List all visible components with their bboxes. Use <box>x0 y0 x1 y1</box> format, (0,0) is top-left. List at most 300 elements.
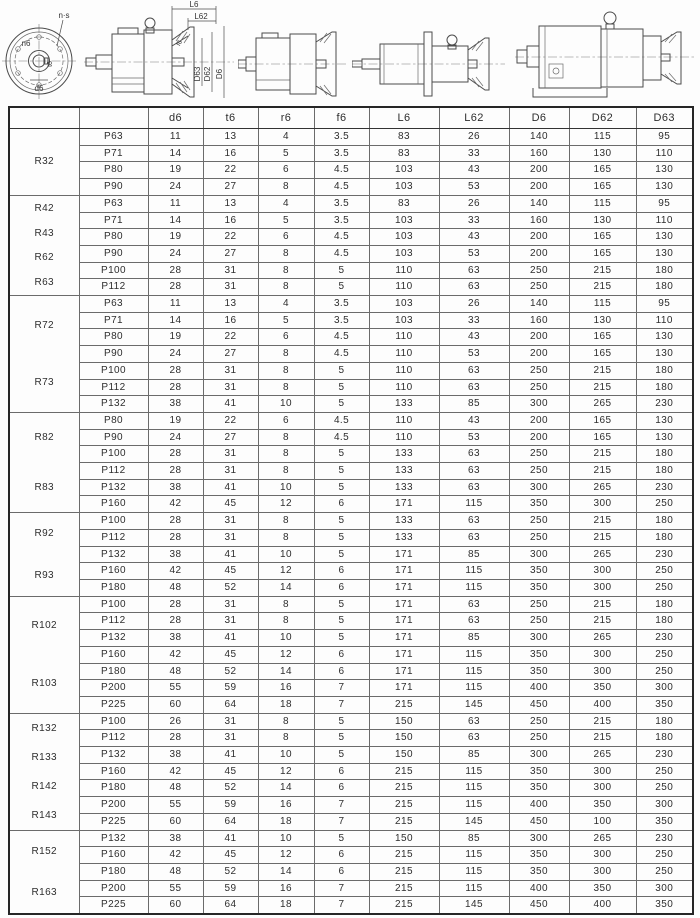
value-cell: 180 <box>636 362 693 379</box>
value-cell: 180 <box>636 596 693 613</box>
value-cell: 31 <box>203 463 258 480</box>
value-cell: 45 <box>203 646 258 663</box>
value-cell: 59 <box>203 880 258 897</box>
side-view-dimensioned <box>84 0 236 103</box>
value-cell: 12 <box>258 763 314 780</box>
value-cell: 53 <box>439 346 509 363</box>
value-cell: 180 <box>636 446 693 463</box>
value-cell: 5 <box>314 546 369 563</box>
value-cell: 6 <box>258 412 314 429</box>
value-cell: 165 <box>569 429 636 446</box>
value-cell: 85 <box>439 747 509 764</box>
value-cell: 38 <box>148 630 203 647</box>
model-cell: P71 <box>79 212 148 229</box>
value-cell: 171 <box>369 596 439 613</box>
value-cell: 250 <box>509 279 569 296</box>
value-cell: 180 <box>636 713 693 730</box>
value-cell: 5 <box>314 463 369 480</box>
value-cell: 28 <box>148 730 203 747</box>
table-row <box>9 412 693 429</box>
value-cell: 28 <box>148 596 203 613</box>
value-cell: 24 <box>148 429 203 446</box>
value-cell: 5 <box>314 830 369 847</box>
value-cell: 5 <box>258 312 314 329</box>
model-cell: P132 <box>79 830 148 847</box>
table-row <box>9 563 693 580</box>
value-cell: 100 <box>569 813 636 830</box>
value-cell: 250 <box>509 463 569 480</box>
side-view-compact <box>238 24 348 102</box>
value-cell: 63 <box>439 730 509 747</box>
value-cell: 171 <box>369 663 439 680</box>
dim-l62-label: L62 <box>194 12 208 21</box>
group-label: R62 <box>34 252 55 264</box>
value-cell: 130 <box>636 179 693 196</box>
value-cell: 265 <box>569 830 636 847</box>
value-cell: 8 <box>258 446 314 463</box>
value-cell: 14 <box>148 212 203 229</box>
value-cell: 133 <box>369 463 439 480</box>
value-cell: 22 <box>203 329 258 346</box>
flange-bolt-note-label: n·s <box>58 11 70 20</box>
value-cell: 8 <box>258 279 314 296</box>
flange-d6-label: d6 <box>34 84 44 93</box>
table-row <box>9 596 693 613</box>
value-cell: 350 <box>509 496 569 513</box>
table-row <box>9 212 693 229</box>
value-cell: 41 <box>203 630 258 647</box>
value-cell: 250 <box>636 780 693 797</box>
value-cell: 28 <box>148 613 203 630</box>
value-cell: 31 <box>203 730 258 747</box>
value-cell: 95 <box>636 296 693 313</box>
value-cell: 52 <box>203 863 258 880</box>
value-cell: 26 <box>439 195 509 212</box>
value-cell: 5 <box>314 446 369 463</box>
value-cell: 250 <box>509 596 569 613</box>
value-cell: 115 <box>439 496 509 513</box>
value-cell: 200 <box>509 245 569 262</box>
value-cell: 41 <box>203 546 258 563</box>
table-row <box>9 496 693 513</box>
value-cell: 42 <box>148 563 203 580</box>
value-cell: 24 <box>148 346 203 363</box>
value-cell: 350 <box>509 663 569 680</box>
value-cell: 130 <box>636 429 693 446</box>
column-header: f6 <box>314 107 369 129</box>
model-cell: P160 <box>79 763 148 780</box>
value-cell: 215 <box>369 763 439 780</box>
flange-t6-label: t6 <box>47 61 54 67</box>
table-row <box>9 579 693 596</box>
model-cell: P90 <box>79 429 148 446</box>
value-cell: 250 <box>509 529 569 546</box>
value-cell: 140 <box>509 129 569 146</box>
value-cell: 171 <box>369 496 439 513</box>
value-cell: 300 <box>509 396 569 413</box>
model-cell: P180 <box>79 780 148 797</box>
group-label: R93 <box>34 569 55 581</box>
value-cell: 160 <box>509 312 569 329</box>
value-cell: 115 <box>439 646 509 663</box>
value-cell: 26 <box>439 296 509 313</box>
value-cell: 115 <box>439 797 509 814</box>
value-cell: 300 <box>569 863 636 880</box>
table-row <box>9 780 693 797</box>
value-cell: 27 <box>203 245 258 262</box>
group-label-cell <box>9 830 79 914</box>
value-cell: 200 <box>509 412 569 429</box>
model-cell: P90 <box>79 179 148 196</box>
table-row <box>9 646 693 663</box>
group-label: R42 <box>34 202 55 214</box>
value-cell: 103 <box>369 312 439 329</box>
model-cell: P80 <box>79 229 148 246</box>
value-cell: 250 <box>636 646 693 663</box>
value-cell: 350 <box>636 897 693 914</box>
column-header: L62 <box>439 107 509 129</box>
value-cell: 48 <box>148 863 203 880</box>
column-header: L6 <box>369 107 439 129</box>
value-cell: 350 <box>509 763 569 780</box>
value-cell: 250 <box>509 446 569 463</box>
value-cell: 140 <box>509 195 569 212</box>
value-cell: 5 <box>314 396 369 413</box>
value-cell: 200 <box>509 162 569 179</box>
value-cell: 31 <box>203 529 258 546</box>
table-row <box>9 797 693 814</box>
value-cell: 300 <box>569 646 636 663</box>
value-cell: 27 <box>203 179 258 196</box>
value-cell: 115 <box>439 763 509 780</box>
value-cell: 115 <box>439 579 509 596</box>
value-cell: 16 <box>258 880 314 897</box>
value-cell: 48 <box>148 579 203 596</box>
value-cell: 215 <box>369 863 439 880</box>
technical-drawings <box>0 0 700 105</box>
group-label: R132 <box>31 722 57 734</box>
value-cell: 63 <box>439 513 509 530</box>
value-cell: 38 <box>148 396 203 413</box>
model-cell: P132 <box>79 479 148 496</box>
model-cell: P160 <box>79 563 148 580</box>
value-cell: 8 <box>258 596 314 613</box>
value-cell: 130 <box>636 162 693 179</box>
value-cell: 12 <box>258 496 314 513</box>
value-cell: 83 <box>369 129 439 146</box>
value-cell: 5 <box>314 513 369 530</box>
value-cell: 5 <box>314 262 369 279</box>
model-cell: P112 <box>79 279 148 296</box>
value-cell: 250 <box>636 863 693 880</box>
value-cell: 400 <box>509 797 569 814</box>
value-cell: 63 <box>439 613 509 630</box>
table-row <box>9 396 693 413</box>
table-row <box>9 880 693 897</box>
flange-n6-label: n6 <box>21 39 31 48</box>
value-cell: 115 <box>439 680 509 697</box>
table-row <box>9 179 693 196</box>
value-cell: 300 <box>636 797 693 814</box>
model-cell: P90 <box>79 346 148 363</box>
value-cell: 19 <box>148 412 203 429</box>
model-cell: P100 <box>79 596 148 613</box>
group-label: R32 <box>34 156 55 168</box>
value-cell: 28 <box>148 362 203 379</box>
column-header: D62 <box>569 107 636 129</box>
value-cell: 8 <box>258 179 314 196</box>
value-cell: 215 <box>569 463 636 480</box>
group-label-cell <box>9 513 79 597</box>
value-cell: 450 <box>509 813 569 830</box>
table-row <box>9 897 693 914</box>
value-cell: 110 <box>636 312 693 329</box>
flange-front-view <box>0 4 82 104</box>
value-cell: 450 <box>509 696 569 713</box>
value-cell: 45 <box>203 847 258 864</box>
value-cell: 215 <box>369 880 439 897</box>
dim-l6-label: L6 <box>189 0 199 9</box>
value-cell: 300 <box>509 479 569 496</box>
value-cell: 63 <box>439 529 509 546</box>
value-cell: 8 <box>258 713 314 730</box>
value-cell: 250 <box>509 362 569 379</box>
value-cell: 180 <box>636 463 693 480</box>
value-cell: 300 <box>636 680 693 697</box>
value-cell: 171 <box>369 613 439 630</box>
value-cell: 6 <box>314 646 369 663</box>
value-cell: 110 <box>369 329 439 346</box>
table-row <box>9 863 693 880</box>
value-cell: 24 <box>148 245 203 262</box>
value-cell: 19 <box>148 329 203 346</box>
value-cell: 215 <box>569 613 636 630</box>
value-cell: 4.5 <box>314 429 369 446</box>
value-cell: 6 <box>314 663 369 680</box>
column-header: d6 <box>148 107 203 129</box>
value-cell: 83 <box>369 195 439 212</box>
value-cell: 350 <box>569 880 636 897</box>
value-cell: 171 <box>369 630 439 647</box>
value-cell: 165 <box>569 412 636 429</box>
value-cell: 5 <box>314 379 369 396</box>
value-cell: 7 <box>314 897 369 914</box>
value-cell: 5 <box>314 747 369 764</box>
value-cell: 41 <box>203 747 258 764</box>
value-cell: 160 <box>509 212 569 229</box>
value-cell: 31 <box>203 713 258 730</box>
value-cell: 41 <box>203 396 258 413</box>
table-row <box>9 696 693 713</box>
table-row <box>9 429 693 446</box>
model-cell: P112 <box>79 730 148 747</box>
value-cell: 103 <box>369 229 439 246</box>
value-cell: 110 <box>369 379 439 396</box>
value-cell: 265 <box>569 396 636 413</box>
model-cell: P160 <box>79 847 148 864</box>
model-cell: P132 <box>79 546 148 563</box>
value-cell: 60 <box>148 696 203 713</box>
value-cell: 7 <box>314 813 369 830</box>
value-cell: 5 <box>314 730 369 747</box>
value-cell: 19 <box>148 229 203 246</box>
value-cell: 95 <box>636 129 693 146</box>
value-cell: 95 <box>636 195 693 212</box>
model-cell: P132 <box>79 747 148 764</box>
value-cell: 53 <box>439 179 509 196</box>
model-cell: P100 <box>79 362 148 379</box>
table-row <box>9 630 693 647</box>
value-cell: 43 <box>439 229 509 246</box>
value-cell: 10 <box>258 630 314 647</box>
value-cell: 350 <box>509 579 569 596</box>
value-cell: 33 <box>439 312 509 329</box>
model-cell: P225 <box>79 696 148 713</box>
value-cell: 145 <box>439 696 509 713</box>
value-cell: 27 <box>203 429 258 446</box>
table-row <box>9 329 693 346</box>
value-cell: 28 <box>148 529 203 546</box>
value-cell: 265 <box>569 546 636 563</box>
value-cell: 63 <box>439 279 509 296</box>
value-cell: 200 <box>509 229 569 246</box>
value-cell: 48 <box>148 663 203 680</box>
value-cell: 8 <box>258 346 314 363</box>
value-cell: 215 <box>569 379 636 396</box>
value-cell: 180 <box>636 262 693 279</box>
value-cell: 180 <box>636 613 693 630</box>
value-cell: 85 <box>439 830 509 847</box>
model-cell: P100 <box>79 446 148 463</box>
group-label-cell <box>9 713 79 830</box>
value-cell: 350 <box>509 563 569 580</box>
value-cell: 350 <box>636 813 693 830</box>
value-cell: 215 <box>569 362 636 379</box>
value-cell: 230 <box>636 546 693 563</box>
value-cell: 11 <box>148 129 203 146</box>
value-cell: 31 <box>203 613 258 630</box>
value-cell: 180 <box>636 513 693 530</box>
value-cell: 12 <box>258 847 314 864</box>
column-header: D63 <box>636 107 693 129</box>
value-cell: 38 <box>148 546 203 563</box>
value-cell: 115 <box>439 880 509 897</box>
value-cell: 22 <box>203 229 258 246</box>
value-cell: 38 <box>148 830 203 847</box>
value-cell: 64 <box>203 813 258 830</box>
table-row <box>9 195 693 212</box>
value-cell: 10 <box>258 747 314 764</box>
value-cell: 200 <box>509 346 569 363</box>
value-cell: 215 <box>369 897 439 914</box>
value-cell: 250 <box>509 713 569 730</box>
value-cell: 7 <box>314 696 369 713</box>
value-cell: 110 <box>636 145 693 162</box>
value-cell: 63 <box>439 713 509 730</box>
value-cell: 6 <box>258 229 314 246</box>
value-cell: 115 <box>439 663 509 680</box>
value-cell: 110 <box>369 279 439 296</box>
value-cell: 63 <box>439 379 509 396</box>
value-cell: 10 <box>258 830 314 847</box>
model-cell: P160 <box>79 496 148 513</box>
value-cell: 215 <box>369 797 439 814</box>
value-cell: 230 <box>636 479 693 496</box>
value-cell: 300 <box>509 747 569 764</box>
value-cell: 350 <box>569 797 636 814</box>
value-cell: 3.5 <box>314 129 369 146</box>
table-row <box>9 262 693 279</box>
value-cell: 180 <box>636 730 693 747</box>
value-cell: 250 <box>509 730 569 747</box>
value-cell: 5 <box>314 596 369 613</box>
value-cell: 24 <box>148 179 203 196</box>
model-cell: P63 <box>79 195 148 212</box>
value-cell: 215 <box>569 713 636 730</box>
value-cell: 59 <box>203 797 258 814</box>
value-cell: 42 <box>148 763 203 780</box>
value-cell: 14 <box>148 145 203 162</box>
value-cell: 215 <box>569 446 636 463</box>
value-cell: 115 <box>439 563 509 580</box>
table-row <box>9 479 693 496</box>
value-cell: 52 <box>203 780 258 797</box>
value-cell: 41 <box>203 830 258 847</box>
value-cell: 165 <box>569 329 636 346</box>
model-cell: P112 <box>79 379 148 396</box>
value-cell: 215 <box>569 730 636 747</box>
value-cell: 22 <box>203 412 258 429</box>
table-row <box>9 847 693 864</box>
value-cell: 63 <box>439 596 509 613</box>
value-cell: 6 <box>314 863 369 880</box>
value-cell: 3.5 <box>314 195 369 212</box>
value-cell: 11 <box>148 195 203 212</box>
value-cell: 110 <box>369 362 439 379</box>
value-cell: 165 <box>569 346 636 363</box>
table-row <box>9 346 693 363</box>
value-cell: 400 <box>569 696 636 713</box>
value-cell: 300 <box>569 496 636 513</box>
table-row <box>9 813 693 830</box>
value-cell: 31 <box>203 262 258 279</box>
value-cell: 8 <box>258 245 314 262</box>
value-cell: 140 <box>509 296 569 313</box>
value-cell: 250 <box>636 579 693 596</box>
value-cell: 171 <box>369 546 439 563</box>
value-cell: 5 <box>314 713 369 730</box>
dim-d62-label: D62 <box>203 66 212 82</box>
value-cell: 43 <box>439 162 509 179</box>
value-cell: 300 <box>569 780 636 797</box>
table-row <box>9 680 693 697</box>
value-cell: 52 <box>203 579 258 596</box>
value-cell: 215 <box>369 780 439 797</box>
value-cell: 4 <box>258 195 314 212</box>
value-cell: 28 <box>148 463 203 480</box>
value-cell: 4 <box>258 296 314 313</box>
value-cell: 63 <box>439 262 509 279</box>
value-cell: 55 <box>148 880 203 897</box>
value-cell: 300 <box>569 563 636 580</box>
value-cell: 5 <box>258 212 314 229</box>
value-cell: 6 <box>314 496 369 513</box>
table-row <box>9 129 693 146</box>
value-cell: 7 <box>314 797 369 814</box>
value-cell: 300 <box>569 847 636 864</box>
value-cell: 133 <box>369 513 439 530</box>
value-cell: 133 <box>369 396 439 413</box>
